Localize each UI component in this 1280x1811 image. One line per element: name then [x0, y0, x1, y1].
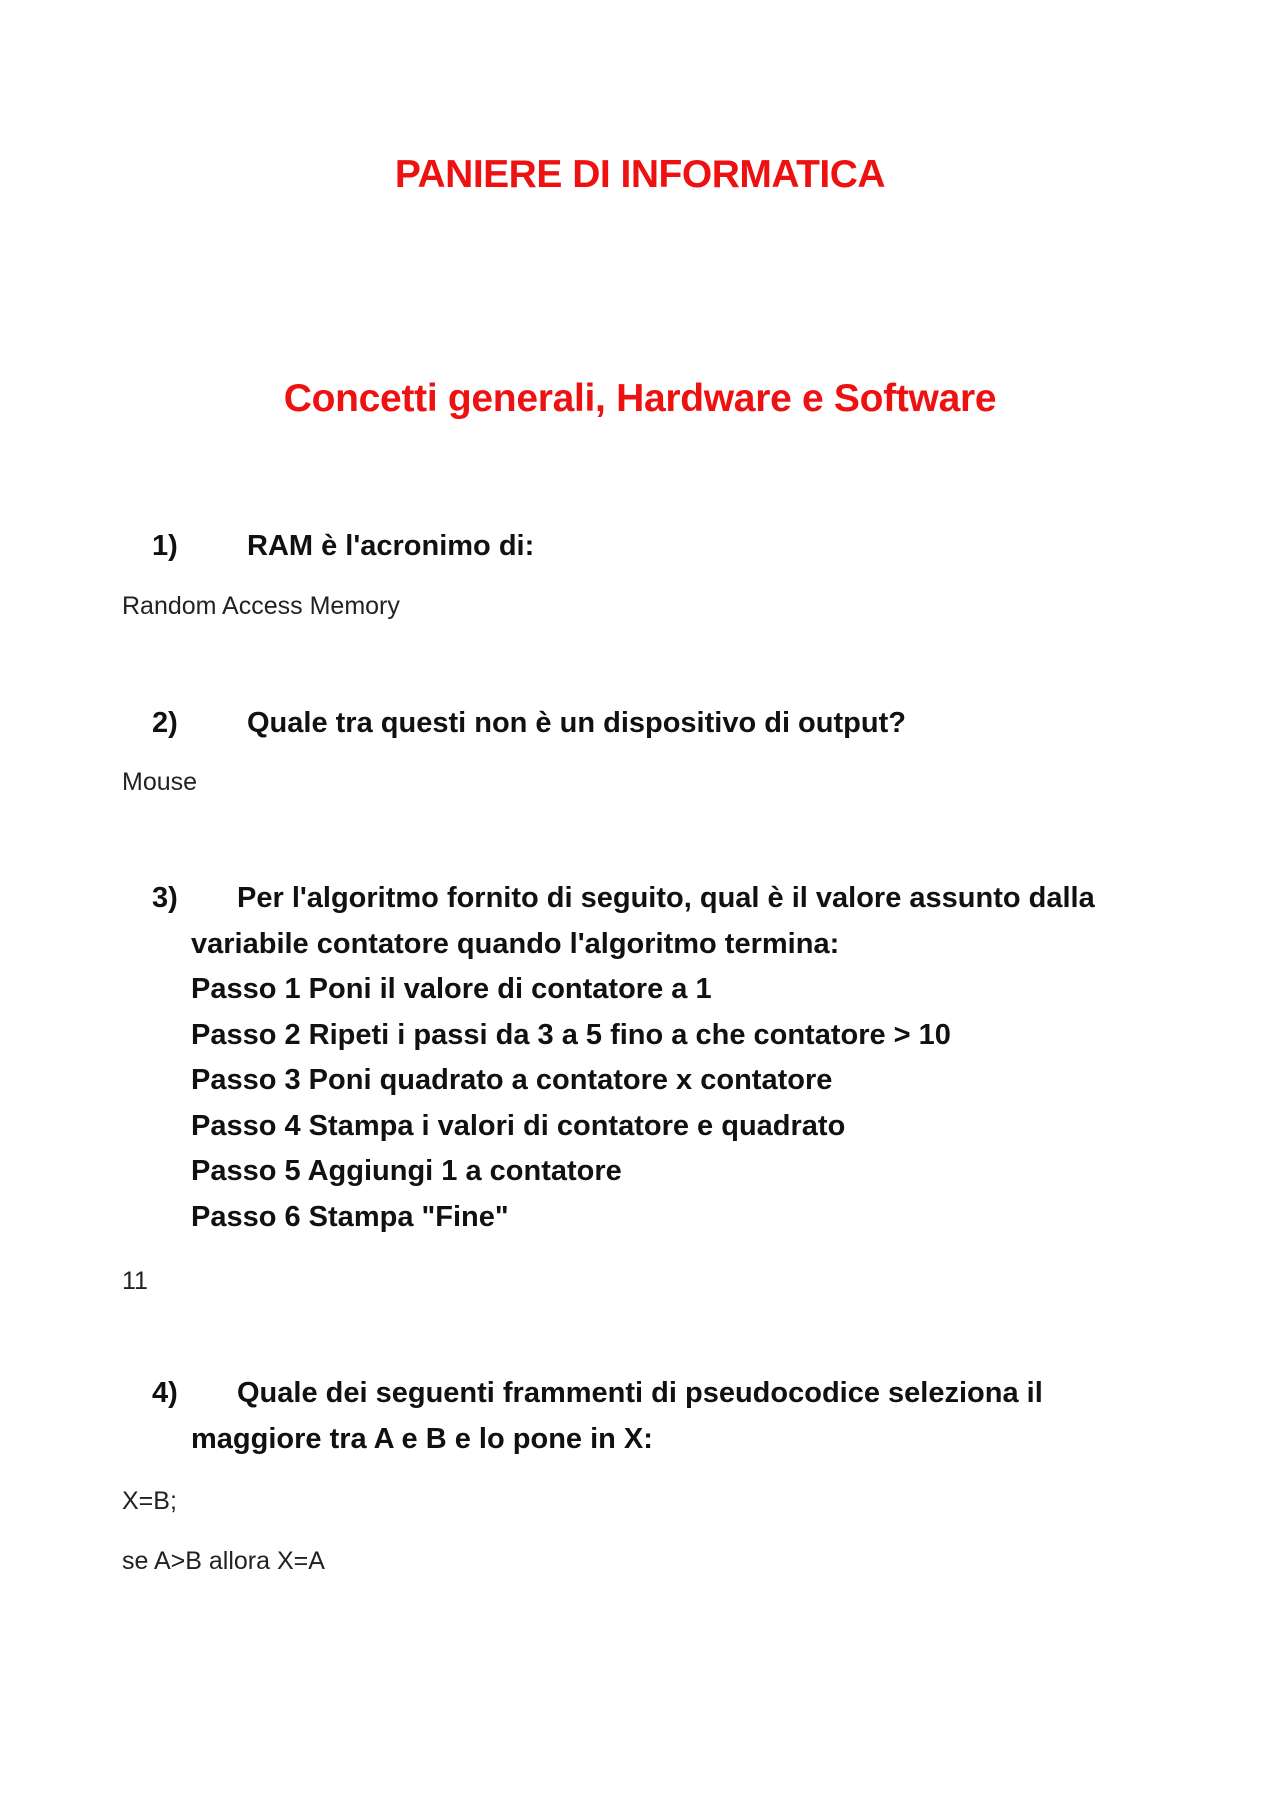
algorithm-step-5: Passo 5 Aggiungi 1 a contatore — [191, 1155, 622, 1187]
question-number: 4) — [152, 1377, 178, 1409]
question-continuation: variabile contatore quando l'algoritmo termina: — [191, 927, 840, 960]
question-number: 1) — [152, 530, 178, 562]
algorithm-step-3: Passo 3 Poni quadrato a contatore x contatore — [191, 1064, 833, 1096]
question-text: Quale tra questi non è un dispositivo di output? — [247, 707, 906, 739]
document-title: PANIERE DI INFORMATICA — [394, 153, 886, 196]
answer-4-line-2: se A>B allora X=A — [122, 1547, 325, 1575]
section-title: Concetti generali, Hardware e Software — [283, 377, 997, 420]
algorithm-step-2: Passo 2 Ripeti i passi da 3 a 5 fino a che contatore > 10 — [191, 1018, 951, 1051]
question-4 — [152, 1371, 1172, 1462]
algorithm-step-6: Passo 6 Stampa "Fine" — [191, 1200, 509, 1233]
algorithm-step-4: Passo 4 Stampa i valori di contatore e quadrato — [191, 1109, 846, 1142]
question-continuation: maggiore tra A e B e lo pone in X: — [191, 1422, 653, 1455]
answer-4-line-1: X=B; — [122, 1487, 177, 1515]
algorithm-step-1: Passo 1 Poni il valore di contatore a 1 — [191, 973, 712, 1005]
question-1 — [152, 524, 1172, 570]
question-number: 2) — [152, 707, 178, 739]
question-text: Quale dei seguenti frammenti di pseudocodice seleziona il — [237, 1377, 1043, 1409]
question-3 — [152, 876, 1172, 1240]
question-text: RAM è l'acronimo di: — [247, 530, 535, 562]
answer-3: 11 — [122, 1267, 148, 1295]
answer-2: Mouse — [122, 768, 198, 796]
question-number: 3) — [152, 882, 178, 914]
question-text: Per l'algoritmo fornito di seguito, qual è il valore assunto dalla — [237, 882, 1095, 914]
answer-1: Random Access Memory — [122, 592, 400, 620]
question-2 — [152, 701, 1172, 747]
